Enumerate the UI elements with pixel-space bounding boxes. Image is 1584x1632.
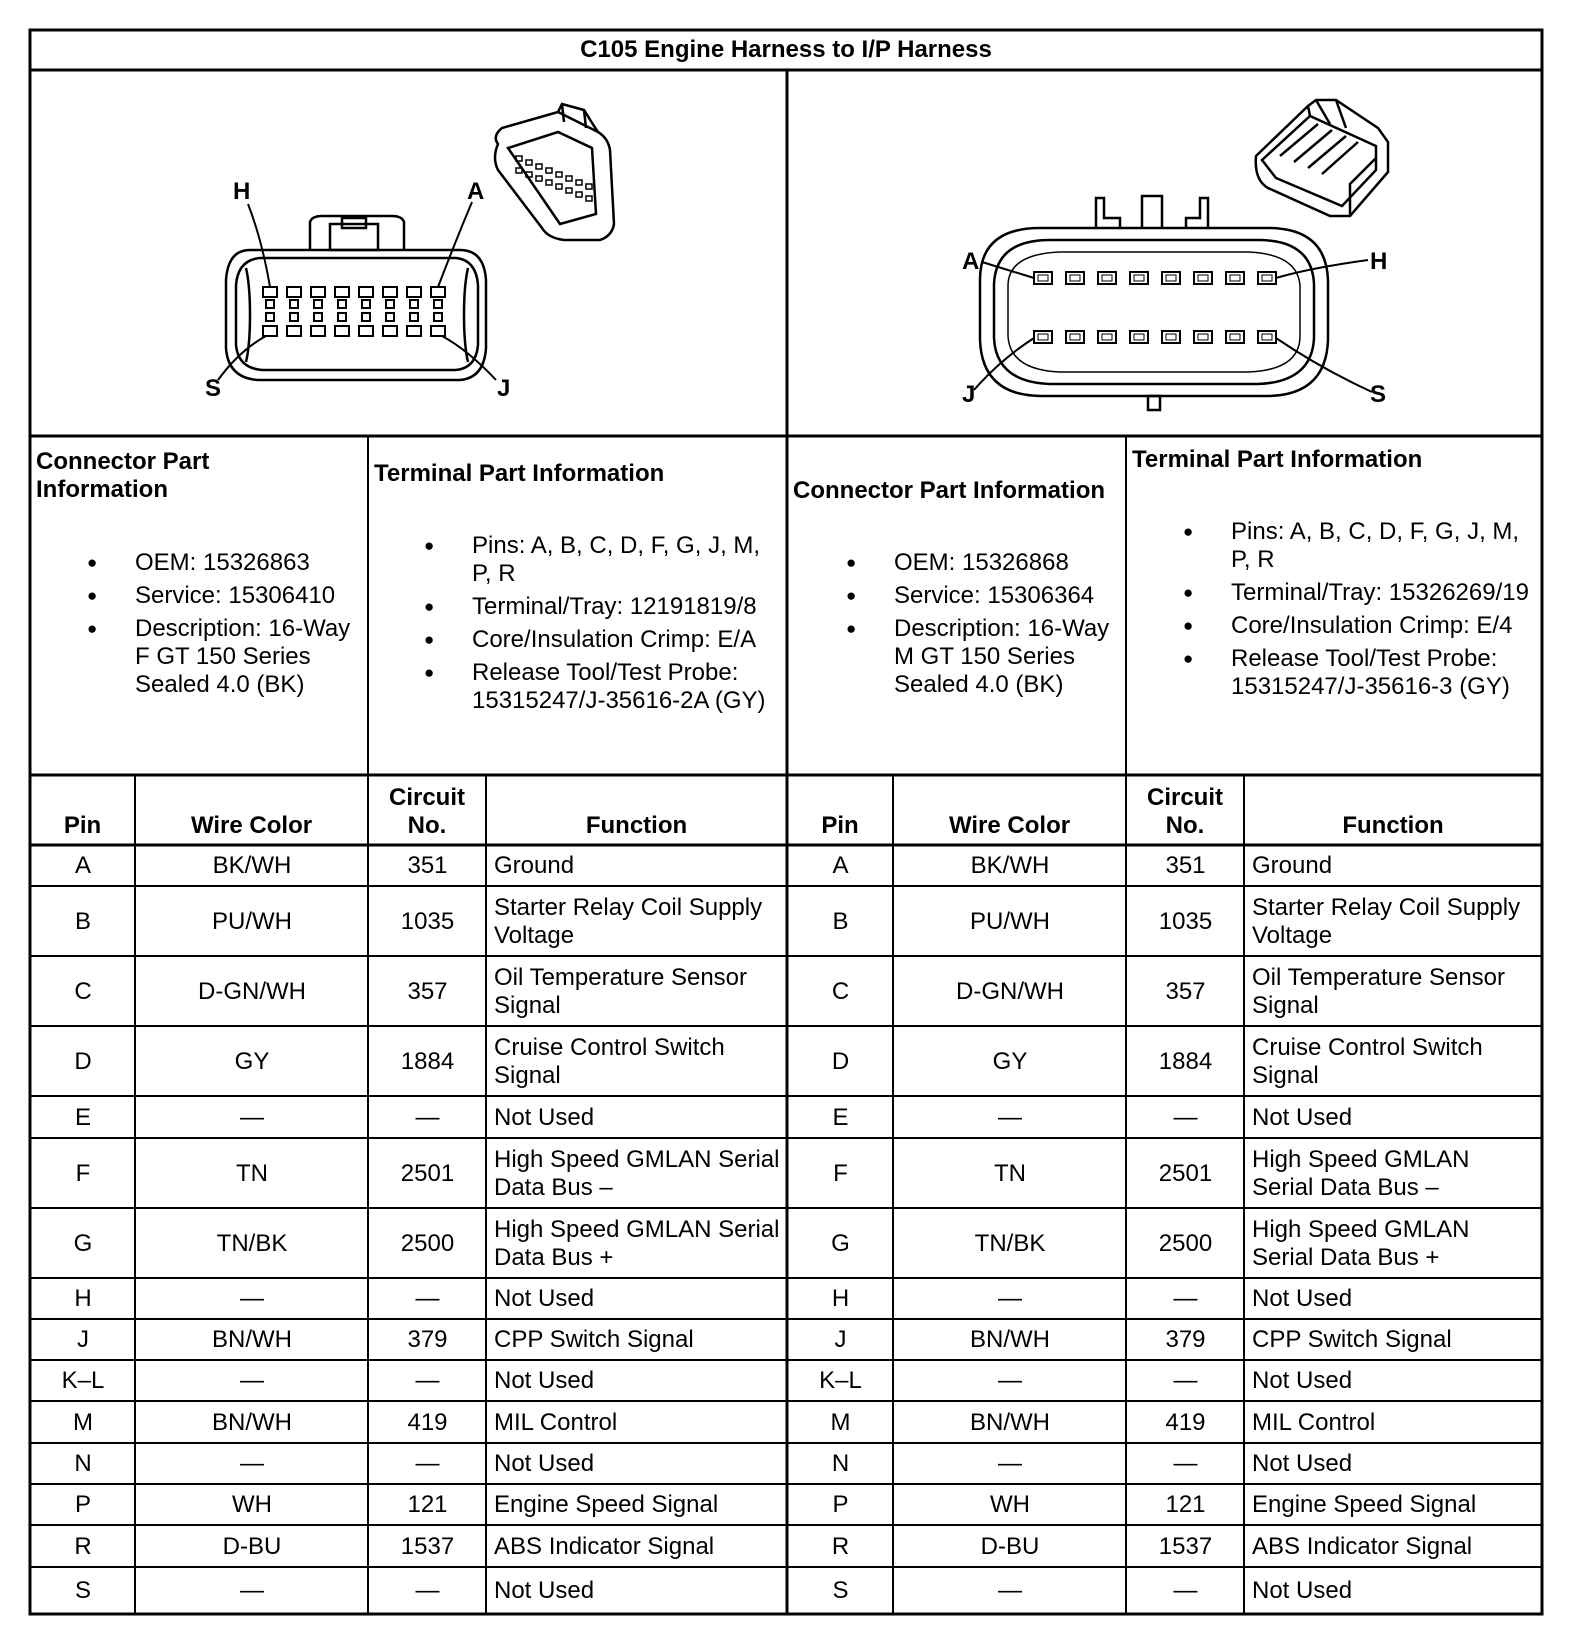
pin-cell: K–L: [819, 1367, 862, 1394]
wire-color-cell: —: [998, 1450, 1022, 1477]
right-pin-callout-h: H: [1370, 248, 1388, 275]
left-terminal-info-heading: Terminal Part Information: [374, 460, 665, 487]
function-cell: Not Used: [1252, 1285, 1353, 1312]
circuit-cell: —: [415, 1577, 440, 1604]
left-pin-callout-s: S: [205, 375, 222, 402]
function-cell: Oil Temperature Sensor Signal: [494, 963, 748, 1019]
left-terminal-info-list: [424, 532, 786, 720]
function-cell: Not Used: [1252, 1577, 1353, 1604]
circuit-cell: 419: [1165, 1408, 1206, 1436]
circuit-cell: —: [415, 1285, 440, 1312]
pin-cell: C: [831, 977, 850, 1005]
list-item: ● Core/Insulation Crimp: E/A: [424, 626, 786, 654]
list-item: ● OEM: 15326863: [87, 549, 357, 577]
circuit-cell: 2500: [400, 1229, 455, 1257]
pin-cell: M: [73, 1408, 93, 1436]
left-connector-info-heading: Connector Part Information: [36, 448, 210, 503]
pin-cell: P: [832, 1491, 849, 1518]
table-row: [0, 1403, 1584, 1442]
column-header-circuit: [368, 778, 486, 840]
column-header-wire-color: Wire Color: [190, 812, 313, 839]
function-cell: Ground: [1252, 852, 1333, 879]
left-pin-callout-h: H: [233, 178, 251, 205]
list-item: ● Terminal/Tray: 12191819/8: [424, 593, 786, 621]
circuit-cell: —: [415, 1367, 440, 1394]
list-item: ● Pins: A, B, C, D, F, G, J, M, P, R: [1183, 518, 1543, 574]
list-item: ● Description: 16-Way F GT 150 Series Sealed 4.0 (BK): [87, 615, 357, 699]
function-cell: Cruise Control Switch Signal: [1252, 1033, 1483, 1089]
table-row: [0, 1569, 1584, 1613]
left-pin-callout-a: A: [467, 178, 485, 205]
circuit-cell: 379: [407, 1326, 448, 1353]
function-cell: Engine Speed Signal: [494, 1491, 719, 1518]
list-item: ● Core/Insulation Crimp: E/4: [1183, 612, 1543, 640]
list-item: ● OEM: 15326868: [846, 549, 1126, 577]
right-terminal-info-list: [1183, 518, 1543, 706]
function-cell: Starter Relay Coil Supply Voltage: [494, 893, 763, 949]
function-cell: High Speed GMLAN Serial Data Bus –: [1252, 1145, 1470, 1201]
wire-color-cell: —: [240, 1285, 264, 1312]
function-cell: High Speed GMLAN Serial Data Bus +: [494, 1215, 780, 1271]
column-header-circuit: [1126, 778, 1244, 840]
pin-cell: H: [74, 1285, 92, 1312]
circuit-cell: —: [415, 1103, 440, 1131]
wire-color-cell: BN/WH: [212, 1408, 292, 1436]
right-pin-callout-s: S: [1370, 381, 1387, 408]
column-header-function: Function: [1342, 812, 1444, 839]
table-row: [0, 888, 1584, 955]
circuit-cell: 419: [407, 1408, 448, 1436]
left-pin-callout-j: J: [497, 375, 511, 402]
right-pin-callout-a: A: [962, 248, 980, 275]
pin-cell: A: [74, 852, 91, 879]
wire-color-cell: GY: [234, 1047, 270, 1075]
pin-cell: E: [74, 1103, 91, 1131]
circuit-cell: 351: [407, 852, 448, 879]
wire-color-cell: —: [998, 1367, 1022, 1394]
function-cell: Oil Temperature Sensor Signal: [1252, 963, 1506, 1019]
pin-cell: N: [74, 1450, 92, 1477]
wire-color-cell: GY: [992, 1047, 1028, 1075]
pin-cell: J: [834, 1326, 847, 1353]
wire-color-cell: BN/WH: [970, 1408, 1050, 1436]
list-item: ● Release Tool/Test Probe: 15315247/J-35616-2A (GY): [424, 659, 786, 715]
left-connector-info-list: [87, 549, 357, 704]
wire-color-cell: D-BU: [980, 1532, 1040, 1560]
function-cell: Starter Relay Coil Supply Voltage: [1252, 893, 1521, 949]
circuit-cell: —: [1173, 1577, 1198, 1604]
pin-cell: N: [831, 1450, 850, 1477]
table-row: [0, 958, 1584, 1025]
right-pin-callout-j: J: [962, 381, 976, 408]
wire-color-cell: PU/WH: [970, 907, 1050, 935]
pin-cell: G: [831, 1229, 850, 1257]
wire-color-cell: BN/WH: [970, 1326, 1050, 1353]
function-cell: Not Used: [1252, 1103, 1353, 1131]
circuit-cell: —: [1173, 1367, 1198, 1394]
function-cell: Not Used: [494, 1103, 595, 1131]
wire-color-cell: TN/BK: [974, 1229, 1046, 1257]
pin-cell: G: [73, 1229, 93, 1257]
table-row: [0, 1210, 1584, 1277]
pin-cell: K–L: [61, 1367, 105, 1394]
wire-color-cell: TN/BK: [216, 1229, 288, 1257]
right-terminal-info-heading: Terminal Part Information: [1132, 446, 1423, 473]
circuit-cell: 357: [1165, 977, 1206, 1005]
right-connector-info-heading: Connector Part Information: [793, 477, 1106, 504]
circuit-cell: 2501: [1158, 1159, 1213, 1187]
pin-cell: D: [74, 1047, 92, 1075]
wire-color-cell: —: [240, 1577, 264, 1604]
circuit-cell: —: [415, 1450, 440, 1477]
list-item: ● Service: 15306364: [846, 582, 1126, 610]
pin-cell: B: [832, 907, 849, 935]
circuit-cell: 1035: [1158, 907, 1213, 935]
wire-color-cell: BK/WH: [970, 852, 1050, 879]
circuit-cell: 351: [1165, 852, 1206, 879]
pin-cell: C: [74, 977, 92, 1005]
function-cell: ABS Indicator Signal: [494, 1532, 715, 1560]
column-header-wire-color: Wire Color: [948, 812, 1071, 839]
function-cell: MIL Control: [494, 1408, 618, 1436]
wire-color-cell: D-GN/WH: [198, 977, 306, 1005]
pin-cell: F: [75, 1159, 91, 1187]
wire-color-cell: —: [998, 1285, 1022, 1312]
function-cell: MIL Control: [1252, 1408, 1376, 1436]
circuit-cell: 121: [1165, 1491, 1206, 1518]
function-cell: Not Used: [1252, 1450, 1353, 1477]
column-header-pin: Pin: [821, 812, 859, 839]
circuit-cell: 1884: [400, 1047, 455, 1075]
function-cell: Cruise Control Switch Signal: [494, 1033, 725, 1089]
function-cell: Not Used: [494, 1577, 595, 1604]
table-row: [0, 1527, 1584, 1566]
table-row: [0, 1445, 1584, 1483]
circuit-cell: 2500: [1158, 1229, 1213, 1257]
function-cell: Engine Speed Signal: [1252, 1491, 1477, 1518]
circuit-cell: 1884: [1158, 1047, 1213, 1075]
circuit-cell: —: [1173, 1103, 1198, 1131]
circuit-cell: 121: [407, 1491, 448, 1518]
column-header-pin: Pin: [63, 812, 102, 839]
function-cell: Not Used: [1252, 1367, 1353, 1394]
list-item: ● Pins: A, B, C, D, F, G, J, M, P, R: [424, 532, 786, 588]
table-row: [0, 847, 1584, 885]
pin-cell: E: [832, 1103, 849, 1131]
pin-cell: B: [74, 907, 91, 935]
pin-cell: P: [74, 1491, 91, 1518]
pin-cell: F: [833, 1159, 848, 1187]
list-item: ● Release Tool/Test Probe: 15315247/J-35616-3 (GY): [1183, 645, 1543, 701]
pin-cell: M: [830, 1408, 851, 1436]
column-header-circuit-label: Circuit No.: [388, 784, 465, 839]
right-connector-info-list: [846, 549, 1126, 704]
circuit-cell: 1537: [400, 1532, 455, 1560]
list-item: ● Description: 16-Way M GT 150 Series Sealed 4.0 (BK): [846, 615, 1126, 699]
wire-color-cell: BN/WH: [212, 1326, 292, 1353]
table-row: [0, 1028, 1584, 1095]
wire-color-cell: TN: [236, 1159, 268, 1187]
wire-color-cell: WH: [232, 1491, 272, 1518]
function-cell: Ground: [494, 852, 575, 879]
table-row: [0, 1486, 1584, 1524]
table-row: [0, 1321, 1584, 1359]
function-cell: CPP Switch Signal: [494, 1326, 694, 1353]
function-cell: High Speed GMLAN Serial Data Bus +: [1252, 1215, 1470, 1271]
circuit-cell: 2501: [400, 1159, 455, 1187]
pin-cell: H: [831, 1285, 850, 1312]
left-connector-face-drawing: [218, 104, 614, 380]
table-row: [0, 1362, 1584, 1400]
pin-cell: S: [74, 1577, 91, 1604]
wire-color-cell: —: [998, 1103, 1022, 1131]
wire-color-cell: WH: [990, 1491, 1030, 1518]
function-cell: Not Used: [494, 1367, 595, 1394]
wire-color-cell: TN: [994, 1159, 1026, 1187]
wire-color-cell: —: [240, 1450, 264, 1477]
function-cell: High Speed GMLAN Serial Data Bus –: [494, 1145, 780, 1201]
function-cell: Not Used: [494, 1285, 595, 1312]
circuit-cell: —: [1173, 1450, 1198, 1477]
pin-cell: S: [832, 1577, 849, 1604]
pin-cell: R: [831, 1532, 850, 1560]
wire-color-cell: —: [240, 1367, 264, 1394]
list-item: ● Terminal/Tray: 15326269/19: [1183, 579, 1543, 607]
wire-color-cell: —: [998, 1577, 1022, 1604]
table-row: [0, 1098, 1584, 1137]
circuit-cell: 1035: [400, 907, 455, 935]
pin-cell: R: [74, 1532, 92, 1560]
circuit-cell: 1537: [1158, 1532, 1213, 1560]
wire-color-cell: PU/WH: [212, 907, 292, 935]
column-header-circuit-label: Circuit No.: [1146, 784, 1223, 839]
pin-cell: J: [77, 1326, 89, 1353]
pin-cell: A: [832, 852, 849, 879]
wire-color-cell: D-GN/WH: [956, 977, 1064, 1005]
pin-cell: D: [831, 1047, 850, 1075]
wire-color-cell: —: [240, 1103, 264, 1131]
table-row: [0, 1140, 1584, 1207]
circuit-cell: —: [1173, 1285, 1198, 1312]
list-item: ● Service: 15306410: [87, 582, 357, 610]
function-cell: ABS Indicator Signal: [1252, 1532, 1473, 1560]
page-title: C105 Engine Harness to I/P Harness: [580, 36, 992, 63]
circuit-cell: 379: [1165, 1326, 1206, 1353]
wire-color-cell: D-BU: [222, 1532, 282, 1560]
right-connector-face-drawing: [974, 100, 1388, 410]
wire-color-cell: BK/WH: [212, 852, 292, 879]
function-cell: Not Used: [494, 1450, 595, 1477]
column-header-function: Function: [585, 812, 688, 839]
table-row: [0, 1280, 1584, 1318]
function-cell: CPP Switch Signal: [1252, 1326, 1452, 1353]
circuit-cell: 357: [407, 977, 448, 1005]
